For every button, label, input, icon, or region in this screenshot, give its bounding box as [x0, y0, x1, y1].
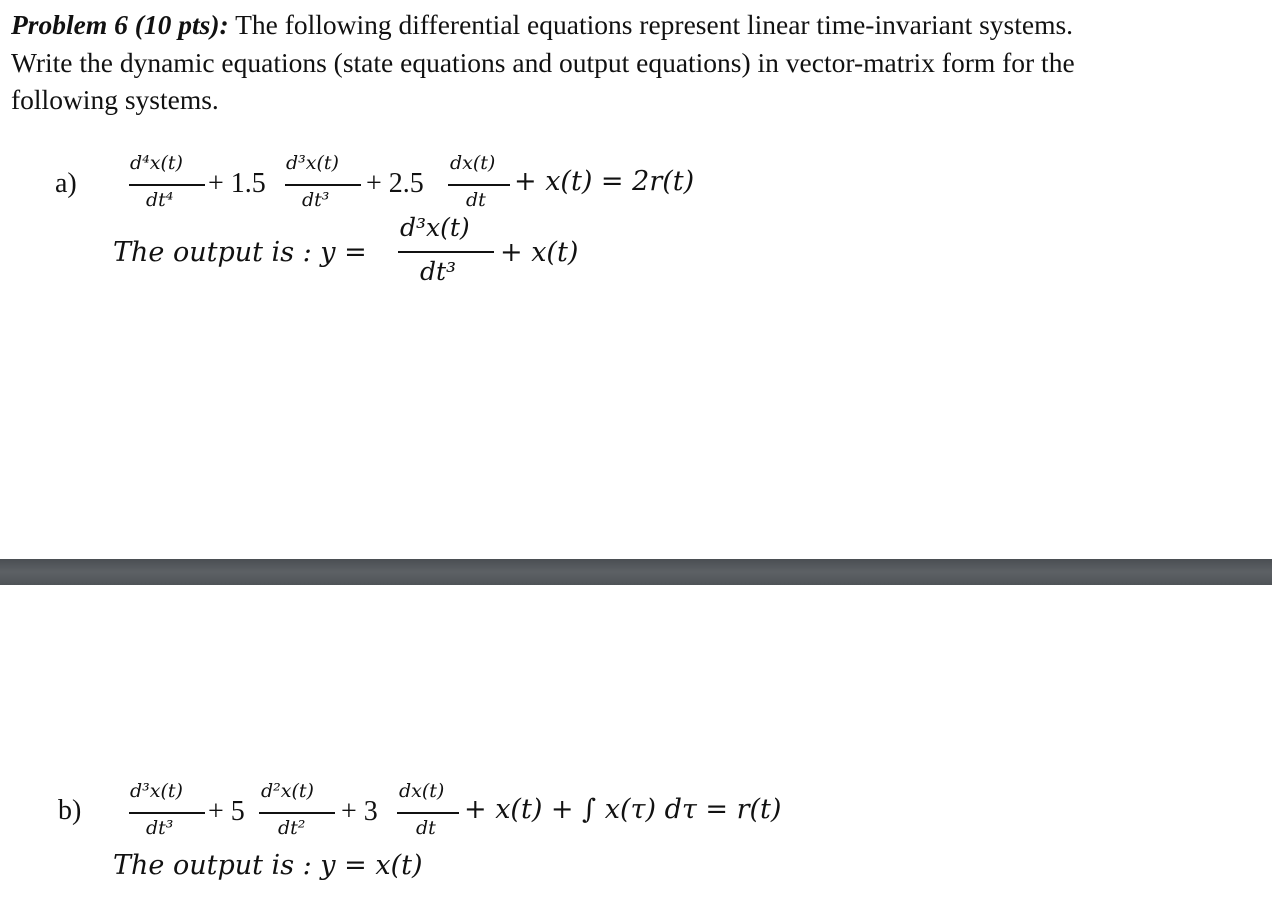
part-a-output-denominator: dt³: [420, 257, 457, 286]
part-b-term2-fraction-bar: [259, 812, 335, 814]
part-a-term1-numerator: d⁴x(t): [130, 152, 183, 174]
part-a-term2-numerator: d³x(t): [286, 152, 339, 174]
part-a-coefficient-2: + 2.5: [366, 168, 424, 199]
section-divider: [0, 559, 1272, 585]
part-b-coefficient-1: + 5: [208, 796, 245, 827]
part-b-equation-tail-text: + x(t) + ∫ x(τ) dτ = r(t): [464, 794, 782, 825]
part-a-coefficient-1: + 1.5: [208, 168, 266, 199]
part-a-term1-fraction-bar: [129, 184, 205, 186]
part-b-term3-denominator: dt: [416, 817, 436, 839]
problem-line-2: Write the dynamic equations (state equations and output equations) in vector-matrix form for the: [11, 46, 1075, 78]
part-a-label: a): [55, 168, 77, 199]
part-a-output-numerator: d³x(t): [400, 213, 470, 242]
part-b-equation-tail: [464, 794, 781, 825]
part-b-term2-numerator: d²x(t): [261, 780, 314, 802]
part-b-term1-fraction-bar: [129, 812, 205, 814]
part-a-term1-denominator: dt⁴: [146, 189, 174, 211]
part-a-term3-denominator: dt: [466, 189, 486, 211]
part-b-term2-denominator: dt²: [278, 817, 306, 839]
part-a-term2-fraction-bar: [285, 184, 361, 186]
problem-line-1: [11, 6, 1267, 44]
part-a-output-label: The output is : y =: [113, 237, 367, 268]
part-b-term3-numerator: dx(t): [399, 780, 445, 802]
part-a-equation-tail-text: + x(t) = 2r(t): [514, 166, 695, 197]
part-b-term3-fraction-bar: [397, 812, 459, 814]
part-b-coefficient-2: + 3: [341, 796, 378, 827]
part-a-term3-fraction-bar: [448, 184, 510, 186]
part-b-output-label: The output is : y = x(t): [113, 850, 423, 881]
part-b-label: b): [58, 795, 82, 826]
part-a-equation-tail: [514, 166, 694, 197]
part-b-term1-numerator: d³x(t): [130, 780, 183, 802]
problem-line-1-text: The following differential equations represent linear time-invariant systems.: [228, 9, 1074, 40]
problem-statement: [11, 6, 1267, 119]
part-a-term3-numerator: dx(t): [450, 152, 496, 174]
problem-line-3: following systems.: [11, 84, 219, 115]
part-b-term1-denominator: dt³: [146, 817, 174, 839]
part-a-term2-denominator: dt³: [302, 189, 330, 211]
part-a-output-fraction-bar: [398, 251, 494, 253]
problem-title: Problem 6 (10 pts):: [11, 9, 229, 40]
part-a-output-tail: + x(t): [500, 237, 579, 268]
